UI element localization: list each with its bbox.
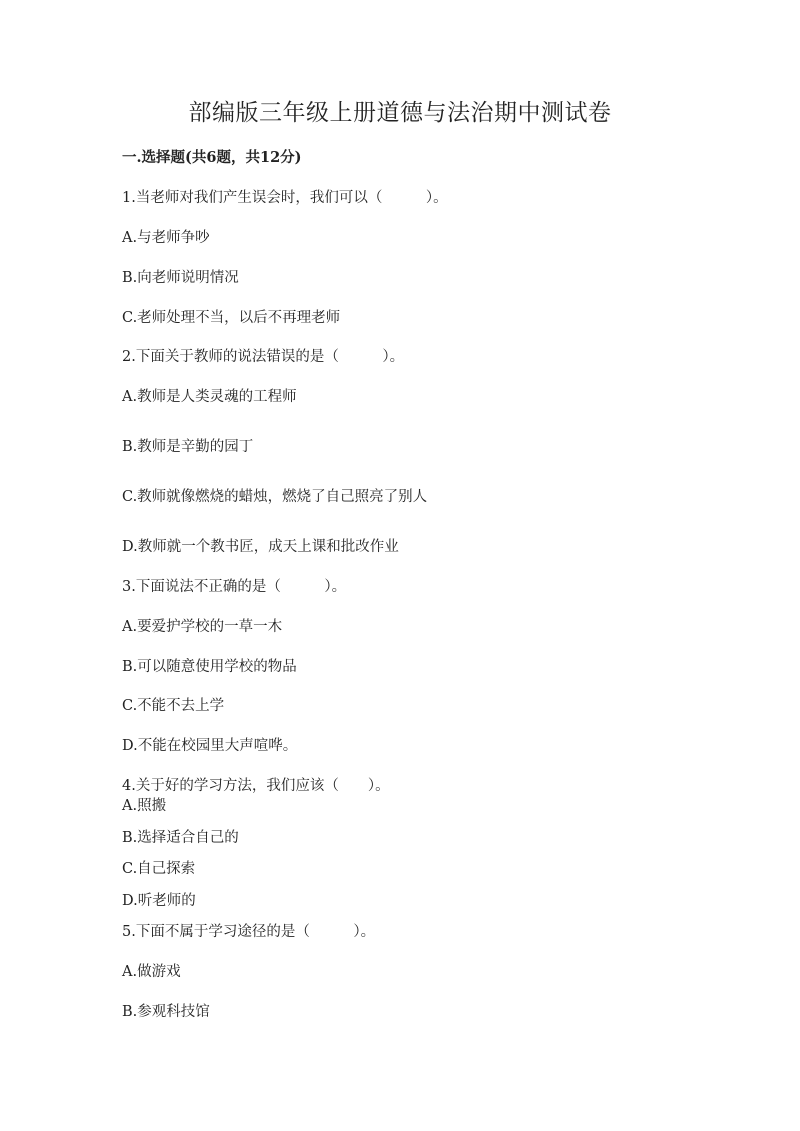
- question-4-option-b: B.选择适合自己的: [122, 830, 239, 846]
- question-2-stem: 2.下面关于教师的说法错误的是（ ）。: [122, 349, 405, 365]
- question-1-option-b: B.向老师说明情况: [122, 270, 239, 286]
- question-4-option-c: C.自己探索: [122, 861, 196, 877]
- question-4-option-a: A.照搬: [122, 798, 167, 814]
- question-2-option-a: A.教师是人类灵魂的工程师: [122, 389, 297, 405]
- question-2-option-c: C.教师就像燃烧的蜡烛，燃烧了自己照亮了别人: [122, 489, 428, 505]
- question-5-option-a: A.做游戏: [122, 964, 181, 980]
- question-3-stem: 3.下面说法不正确的是（ ）。: [122, 579, 347, 595]
- question-1-stem: 1.当老师对我们产生误会时，我们可以（ ）。: [122, 190, 448, 206]
- section-heading: 一.选择题(共6题，共12分): [122, 149, 302, 166]
- question-4-option-d: D.听老师的: [122, 893, 196, 909]
- question-3-option-d: D.不能在校园里大声喧哗。: [122, 738, 298, 754]
- exam-title: 部编版三年级上册道德与法治期中测试卷: [188, 100, 612, 126]
- question-1-option-c: C.老师处理不当，以后不再理老师: [122, 310, 341, 326]
- question-5-stem: 5.下面不属于学习途径的是（ ）。: [122, 924, 376, 940]
- question-3-option-c: C.不能不去上学: [122, 698, 225, 714]
- question-3-option-b: B.可以随意使用学校的物品: [122, 659, 297, 675]
- question-5-option-b: B.参观科技馆: [122, 1004, 210, 1020]
- question-3-option-a: A.要爱护学校的一草一木: [122, 619, 283, 635]
- question-2-option-d: D.教师就一个教书匠，成天上课和批改作业: [122, 539, 399, 555]
- question-4-stem: 4.关于好的学习方法，我们应该（ ）。: [122, 778, 390, 794]
- question-2-option-b: B.教师是辛勤的园丁: [122, 439, 254, 455]
- question-1-option-a: A.与老师争吵: [122, 230, 210, 246]
